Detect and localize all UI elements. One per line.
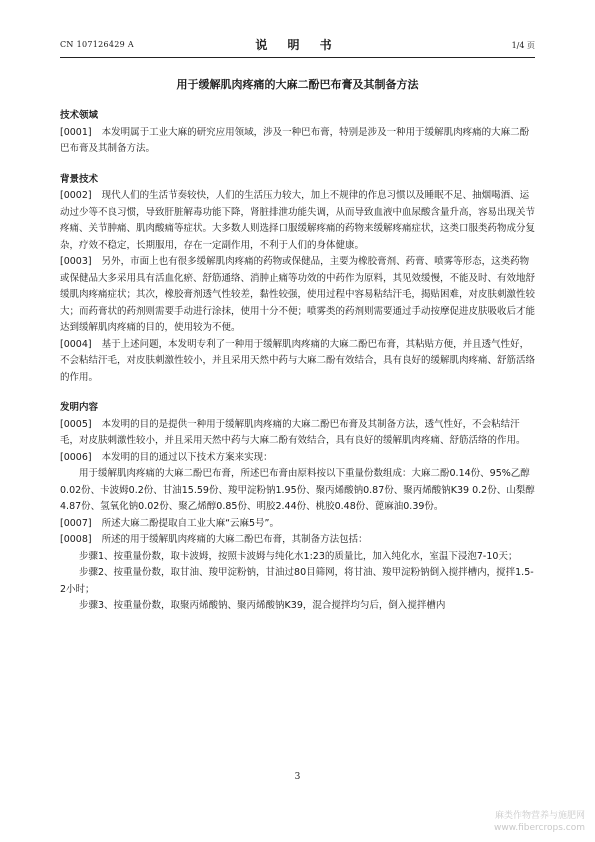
- header-rule: [60, 57, 535, 58]
- paragraph-number: [0006]: [60, 451, 92, 463]
- section-heading: 发明内容: [60, 402, 99, 413]
- document-title: 用于缓解肌肉疼痛的大麻二酚巴布膏及其制备方法: [176, 78, 419, 91]
- paragraph: [60, 188, 535, 254]
- paragraph-text: 所述大麻二酚提取自工业大麻“云麻5号”。: [101, 517, 279, 529]
- watermark: [494, 810, 585, 834]
- paragraph: [60, 532, 535, 549]
- method-step: 步骤1、按重量份数，取卡波姆，按照卡波姆与纯化水1:23的质量比，加入纯化水，室温下浸泡7-10天；: [79, 550, 518, 562]
- publication-number: CN 107126429 A: [60, 40, 134, 49]
- paragraph-text: 基于上述问题，本发明专利了一种用于缓解肌肉疼痛的大麻二酚巴布膏，其粘贴方便，并且透气性好，不会粘结汗毛，对皮肤刺激性较小，并且采用天然中药与大麻二酚有效结合，具有良好的缓解肌肉疼痛、舒筋活络的作用。: [60, 338, 536, 383]
- page-count: 1/4 页: [511, 41, 535, 50]
- paragraph: [60, 254, 535, 337]
- paragraph-text: 本发明属于工业大麻的研究应用领域，涉及一种巴布膏，特别是涉及一种用于缓解肌肉疼痛的大麻二酚巴布膏及其制备方法。: [60, 126, 530, 154]
- paragraph: [60, 450, 535, 467]
- paragraph: [60, 125, 535, 158]
- formula-paragraph: 用于缓解肌肉疼痛的大麻二酚巴布膏，所述巴布膏由原料按以下重量份数组成：大麻二酚0.14份、95%乙醇0.02份、卡波姆0.2份、甘油15.59份、羧甲淀粉钠1.95份、聚丙烯酸钠0.87份、聚丙烯酸钠K39 0.2份、山梨醇4.87份、氢氧化钠0.02份、聚乙烯醇0.85份、明胶2.44份、桃胶0.48份、蓖麻油0.39份。: [60, 468, 535, 512]
- paragraph-text: 所述的用于缓解肌肉疼痛的大麻二酚巴布膏，其制备方法包括：: [101, 534, 368, 545]
- page-header: [60, 36, 535, 54]
- watermark-line-1: 麻类作物营养与施肥网: [494, 811, 585, 821]
- watermark-line-2: www.fibercrops.com: [494, 823, 585, 833]
- paragraph-number: [0005]: [60, 418, 92, 430]
- paragraph: [60, 516, 535, 533]
- paragraph-text: 本发明的目的通过以下技术方案来实现：: [101, 451, 273, 463]
- paragraph-number: [0001]: [60, 126, 92, 138]
- paragraph-number: [0004]: [60, 338, 92, 350]
- section-heading: 背景技术: [60, 173, 99, 185]
- paragraph-text: 现代人们的生活节奏较快，人们的生活压力较大，加上不规律的作息习惯以及睡眠不足、抽烟喝酒、运动过少等不良习惯，导致肝脏解毒功能下降，肾脏排泄功能失调，从而导致血液中血尿酸含量升高，容易出现关节疼痛、关节肿痛、肌肉酸痛等症状。大多数人则选择口服缓解疼痛的药物来缓解疼痛症状，这类口服类药物成分复杂，疗效不稳定，长期服用，存在一定副作用，不利于人们的身体健康。: [60, 190, 536, 251]
- page-number: 3: [294, 772, 301, 782]
- paragraph-text: 另外，市面上也有很多缓解肌肉疼痛的药物或保健品，主要为橡胶膏剂、药膏、喷雾等形态，这类药物或保健品大多采用具有活血化瘀、舒筋通络、消肿止痛等功效的中药作为原料，其见效缓慢，不能及时、有效地舒缓肌肉疼痛症状；其次，橡胶膏剂透气性较差，黏性较强，使用过程中容易粘结汗毛，揭贴困难，对皮肤刺激性较大；而药膏状的药剂则需要手动进行涂抹，使用十分不便；喷雾类的药剂则需要通过手动按摩促进皮肤吸收后才能达到缓解肌肉疼痛的目的，使用较为不便。: [60, 256, 536, 333]
- method-step: 步骤2、按重量份数，取甘油、羧甲淀粉钠，甘油过80目筛网，将甘油、羧甲淀粉钠倒入搅拌槽内，搅拌1.5-2小时；: [60, 567, 534, 595]
- document-type: 说 明 书: [255, 38, 340, 52]
- paragraph-number: [0008]: [60, 534, 92, 545]
- paragraph-number: [0003]: [60, 256, 92, 267]
- method-step: 步骤3、按重量份数，取聚丙烯酸钠、聚丙烯酸钠K39，混合搅拌均匀后，倒入搅拌槽内: [79, 600, 446, 611]
- paragraph-number: [0007]: [60, 517, 92, 529]
- section-heading: 技术领域: [60, 110, 99, 121]
- document-body: [60, 108, 535, 615]
- paragraph-number: [0002]: [60, 190, 92, 201]
- paragraph: [60, 417, 535, 450]
- paragraph-text: 本发明的目的是提供一种用于缓解肌肉疼痛的大麻二酚巴布膏及其制备方法，透气性好，不会粘结汗毛，对皮肤刺激性较小，并且采用天然中药与大麻二酚有效结合，具有良好的缓解肌肉疼痛、舒筋活络的作用。: [60, 418, 526, 446]
- paragraph: [60, 337, 535, 387]
